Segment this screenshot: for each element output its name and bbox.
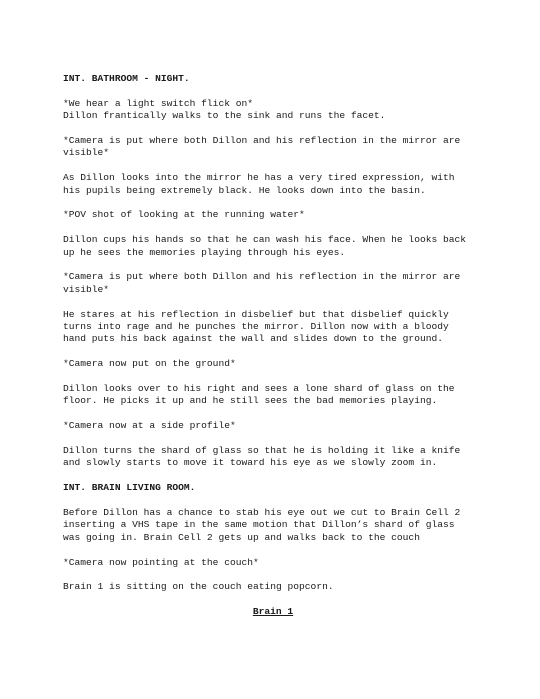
- camera-direction: *Camera now at a side profile*: [63, 420, 236, 432]
- camera-direction: *Camera now put on the ground*: [63, 358, 236, 370]
- action-line: *We hear a light switch flick on* Dillon frantically walks to the sink and runs the facet.: [63, 97, 386, 122]
- scene-heading: INT. BRAIN LIVING ROOM.: [63, 482, 196, 494]
- action-line: Dillon looks over to his right and sees a lone shard of glass on the floor. He picks it up and he still sees the bad memories playing.: [63, 383, 455, 407]
- action-line: Before Dillon has a chance to stab his eye out we cut to Brain Cell 2 inserting a VHS tape in the same motion that Dillon’s shard of glass was going in. Brain Cell 2 gets up and walks back to the couch: [63, 507, 461, 543]
- action-line: Dillon cups his hands so that he can wash his face. When he looks back up he sees the memories playing through his eyes.: [63, 234, 467, 258]
- camera-direction: *POV shot of looking at the running water*: [63, 209, 305, 221]
- action-line: Dillon turns the shard of glass so that he is holding it like a knife and slowly starts to move it toward his eye as we slowly zoom in.: [63, 445, 461, 469]
- camera-direction: *Camera is put where both Dillon and his reflection in the mirror are visible*: [63, 135, 461, 159]
- action-line: Brain 1 is sitting on the couch eating popcorn.: [63, 581, 334, 593]
- action-line: As Dillon looks into the mirror he has a very tired expression, with his pupils being extremely black. He looks down into the basin.: [63, 172, 455, 196]
- action-line: He stares at his reflection in disbelief but that disbelief quickly turns into rage and he punches the mirror. Dillon now with a bloody hand puts his back against the wall and slides down to the ground.: [63, 308, 449, 345]
- character-name: Brain 1: [252, 606, 294, 618]
- script-body: [63, 73, 483, 631]
- camera-direction: *Camera now pointing at the couch*: [63, 556, 259, 568]
- scene-heading: INT. BATHROOM - NIGHT.: [63, 73, 190, 84]
- camera-direction: *Camera is put where both Dillon and his reflection in the mirror are visible*: [63, 271, 461, 295]
